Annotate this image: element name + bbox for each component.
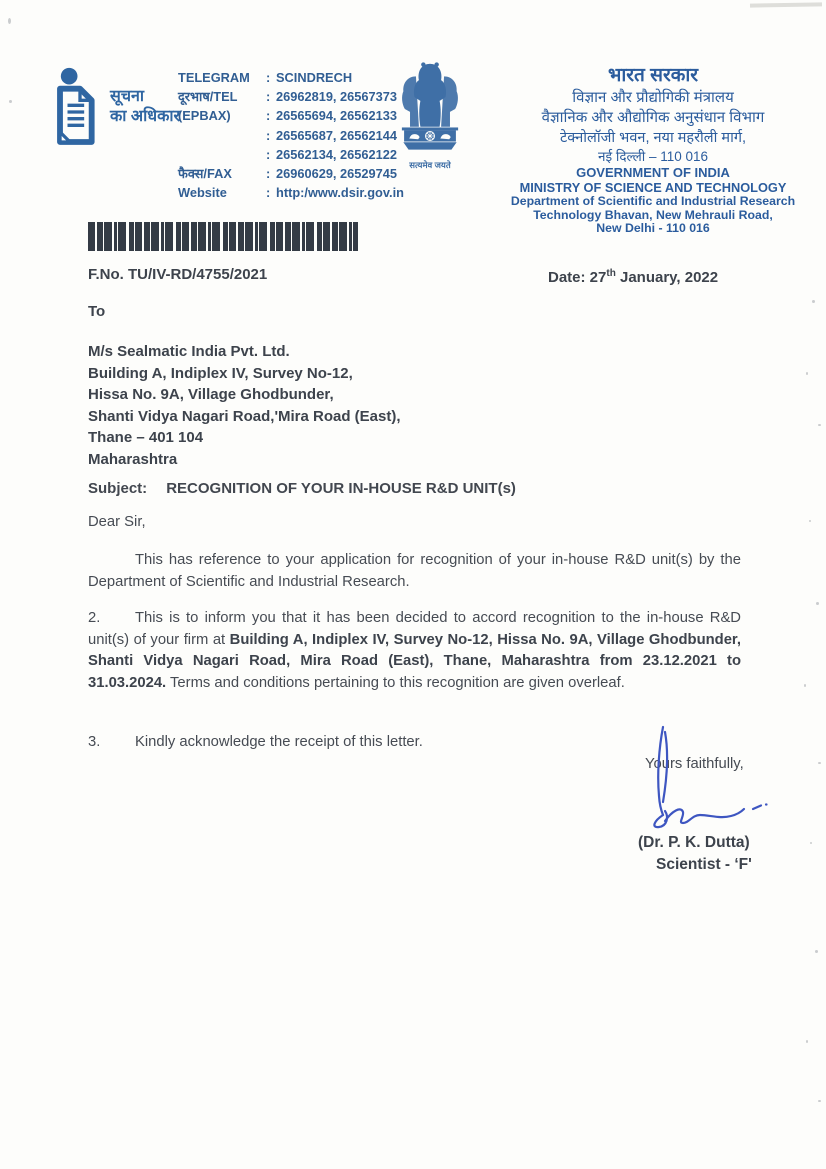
- gov-hindi-line: नई दिल्ली – 110 016: [597, 149, 709, 164]
- gov-english-line: New Delhi - 110 016: [596, 221, 710, 235]
- scan-speck: [810, 842, 812, 844]
- gov-english-line: Technology Bhavan, New Mehrauli Road,: [533, 207, 773, 222]
- contact-colon: :: [266, 70, 271, 85]
- contact-value: 26962819, 26567373: [276, 89, 397, 105]
- contact-row: [178, 164, 404, 183]
- contact-label: [178, 126, 266, 145]
- contact-row: [178, 68, 404, 87]
- rti-text-line1: सूचना: [110, 88, 145, 105]
- government-header: [486, 64, 820, 236]
- rti-logo: [50, 66, 180, 148]
- gov-english-line: Department of Scientific and Industrial Research: [510, 194, 796, 208]
- file-number: F.No. TU/IV-RD/4755/2021: [88, 266, 268, 283]
- scan-speck: [815, 950, 818, 953]
- contact-colon: :: [266, 185, 271, 201]
- recipient-address: [88, 341, 401, 470]
- contact-colon: :: [266, 127, 271, 143]
- contact-colon: :: [266, 146, 271, 162]
- address-line: Maharashtra: [88, 450, 178, 468]
- contact-block: [178, 68, 404, 202]
- gov-hindi-line: टेक्नोलॉजी भवन, नया महरौली मार्ग,: [559, 130, 747, 146]
- scan-speck: [8, 18, 11, 24]
- scan-speck: [806, 1040, 808, 1043]
- paragraph-2-number: 2.: [88, 610, 101, 626]
- contact-label: (EPBAX): [178, 108, 231, 124]
- scan-speck: [804, 684, 806, 687]
- scan-speck: [818, 762, 821, 764]
- date-rest: January, 2022: [615, 269, 719, 286]
- contact-label: Website: [178, 185, 227, 201]
- rti-logo-text: [110, 87, 180, 127]
- contact-value: 26562134, 26562122: [276, 146, 397, 162]
- to-label: To: [88, 303, 106, 320]
- contact-value: 26565687, 26562144: [276, 127, 397, 143]
- contact-colon: :: [266, 89, 271, 105]
- contact-label: फैक्स/FAX: [178, 166, 232, 182]
- paragraph-2-bold-address: Building A, Indiplex IV, Survey No-12, Hissa No. 9A, Village Ghodbunder, Shanti Vidya Nagari Road, Mira Road (East), Thane, Maharashtra from 23.12.2021 to 31.03.2024.: [88, 631, 741, 691]
- ashoka-emblem-icon: [393, 58, 467, 154]
- paragraph-2-tail: Terms and conditions pertaining to this recognition are given overleaf.: [166, 674, 625, 691]
- date-ordinal: th: [606, 268, 616, 279]
- contact-colon: :: [266, 108, 271, 124]
- contact-value: 26960629, 26529745: [276, 166, 397, 182]
- barcode: [88, 222, 358, 251]
- scan-smudge: [750, 2, 822, 7]
- paragraph-3-text: Kindly acknowledge the receipt of this letter.: [135, 734, 423, 750]
- contact-label: दूरभाष/TEL: [178, 89, 238, 105]
- contact-value: SCINDRECH: [276, 70, 353, 85]
- rti-text-line2: का अधिकार: [110, 108, 181, 125]
- address-line: Thane – 401 104: [88, 429, 204, 446]
- contact-colon: :: [266, 166, 271, 182]
- letter-date: [548, 268, 718, 286]
- gov-hindi-line: भारत सरकार: [607, 65, 699, 86]
- salutation: Dear Sir,: [88, 514, 146, 530]
- contact-row: [178, 183, 404, 202]
- contact-row: [178, 126, 404, 145]
- national-emblem: [390, 58, 470, 171]
- subject-label: Subject:: [88, 480, 148, 497]
- scan-speck: [818, 1100, 821, 1102]
- paragraph-1: This has reference to your application for recognition of your in-house R&D unit(s) by the Department of Scientific and Industrial Research.: [88, 552, 741, 590]
- contact-row: [178, 106, 404, 125]
- scan-speck: [806, 372, 808, 375]
- subject-line: [88, 480, 516, 497]
- scan-speck: [818, 424, 821, 426]
- signatory-title: Scientist - ‘F': [656, 856, 752, 873]
- closing-phrase: Yours faithfully,: [645, 756, 744, 772]
- contact-label: TELEGRAM: [178, 70, 250, 85]
- paragraph-2: [88, 608, 741, 694]
- subject-text: RECOGNITION OF YOUR IN-HOUSE R&D UNIT(s): [166, 480, 516, 497]
- signatory-name: (Dr. P. K. Dutta): [638, 834, 750, 851]
- address-line: Building A, Indiplex IV, Survey No-12,: [88, 364, 353, 382]
- gov-english-line: GOVERNMENT OF INDIA: [576, 165, 730, 180]
- address-line: Hissa No. 9A, Village Ghodbunder,: [88, 386, 334, 403]
- paragraph-2-lead: This is to inform you that it has been decided to accord recognition to the in-house R&D unit(s) of your firm at: [88, 610, 741, 648]
- paragraph-3-number: 3.: [88, 734, 101, 750]
- contact-value: 26565694, 26562133: [276, 108, 397, 124]
- scan-speck: [816, 602, 819, 605]
- rti-person-document-icon: [50, 66, 100, 148]
- scan-speck: [812, 300, 815, 303]
- scan-speck: [9, 100, 12, 103]
- date-prefix: Date: 27: [548, 269, 607, 286]
- contact-row: [178, 145, 404, 164]
- contact-row: [178, 87, 404, 106]
- gov-english-line: MINISTRY OF SCIENCE AND TECHNOLOGY: [519, 179, 787, 195]
- contact-value: http:/www.dsir.gov.in: [276, 185, 404, 201]
- emblem-motto: सत्यमेव जयते: [409, 160, 451, 170]
- gov-hindi-line: वैज्ञानिक और औद्योगिक अनुसंधान विभाग: [541, 109, 765, 126]
- gov-hindi-line: विज्ञान और प्रौद्योगिकी मंत्रालय: [572, 89, 734, 106]
- address-line: Shanti Vidya Nagari Road,'Mira Road (East),: [88, 407, 401, 425]
- contact-label: [178, 145, 266, 164]
- scan-speck: [809, 520, 811, 522]
- paragraph-3: [88, 732, 741, 754]
- address-line: M/s Sealmatic India Pvt. Ltd.: [88, 343, 290, 360]
